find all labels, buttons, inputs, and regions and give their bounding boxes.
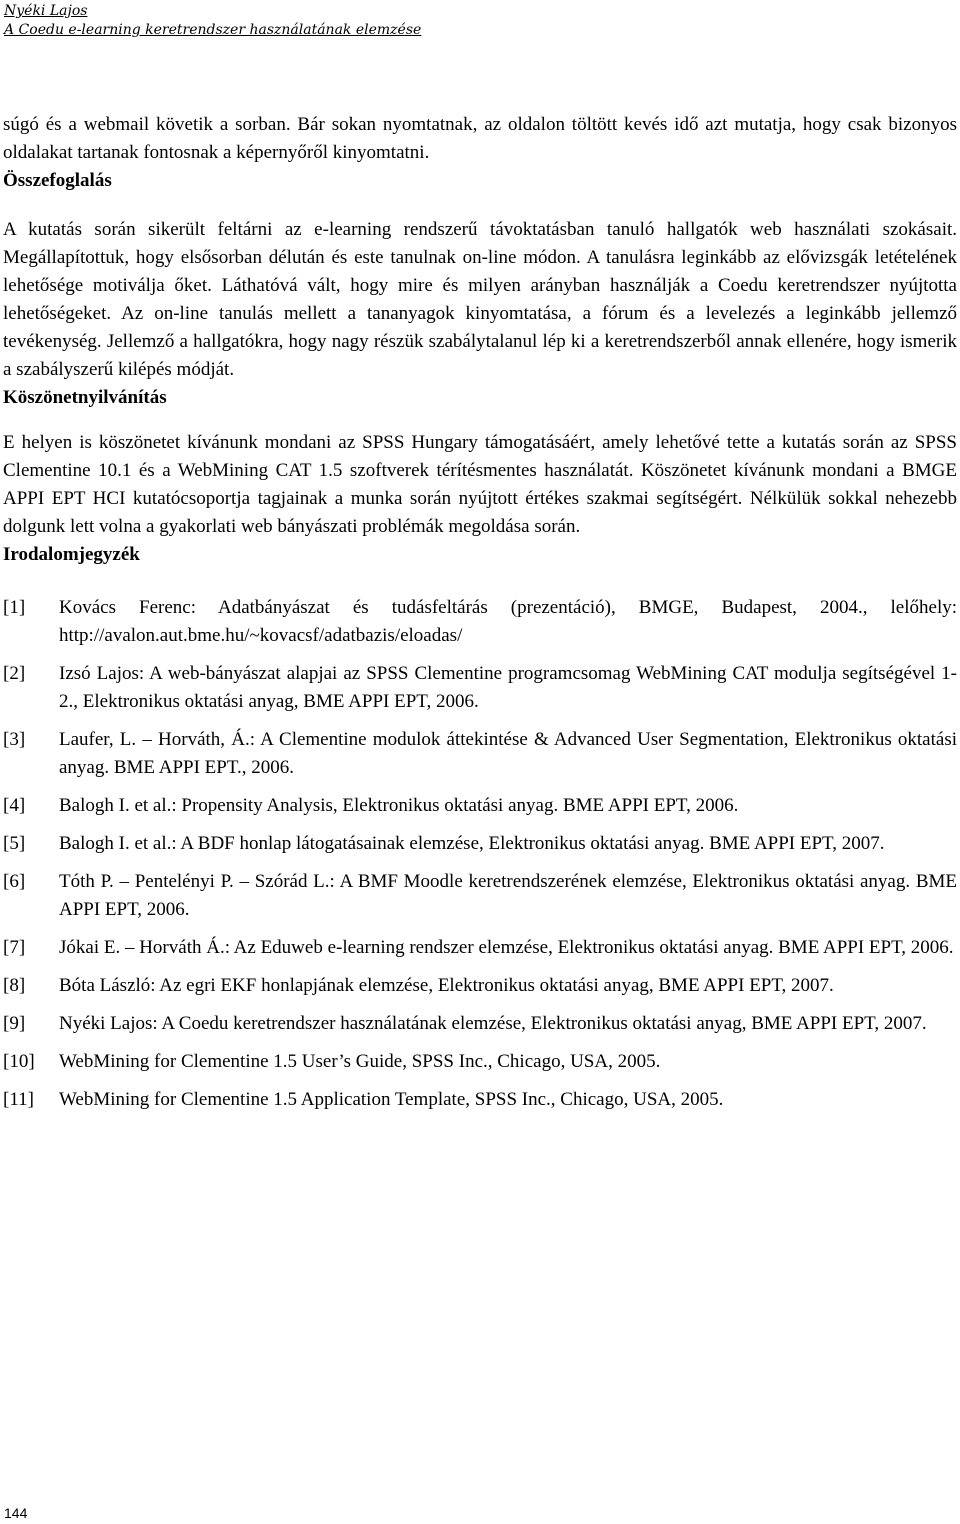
reference-number: [5]: [3, 833, 26, 854]
acknowledgements-paragraph: E helyen is köszönetet kívánunk mondani az SPSS Hungary támogatásáért, amely lehetővé tette a kutatás során az SPSS Clementine 10.1 és a WebMining CAT 1.5 szoftverek térítésmentes használatát. Köszönetet kívánunk mondani a BMGE APPI EPT HCI kutatócsoportja tagjainak a munka során nyújtott értékes szakmai segítségért. Nélkülük sokkal nehezebb dolgunk lett volna a gyakorlati web bányászati problémák megoldása során.: [3, 432, 957, 537]
references-heading: Irodalomjegyzék: [3, 544, 140, 565]
reference-text: Tóth P. – Pentelényi P. – Szórád L.: A BMF Moodle keretrendszerének elemzése, Elektronikus oktatási anyag. BME APPI EPT, 2006.: [59, 871, 957, 920]
reference-text: Balogh I. et al.: A BDF honlap látogatásainak elemzése, Elektronikus oktatási anyag. BME APPI EPT, 2007.: [59, 833, 885, 854]
page-number: 144: [4, 1505, 28, 1521]
reference-item: [3, 868, 957, 924]
reference-item: [3, 1010, 957, 1038]
reference-item: [3, 792, 957, 820]
reference-item: [3, 830, 957, 858]
reference-number: [3]: [3, 729, 26, 750]
reference-item: [3, 726, 957, 782]
reference-item: [3, 1048, 957, 1076]
reference-number: [1]: [3, 597, 26, 618]
reference-text: Bóta László: Az egri EKF honlapjának elemzése, Elektronikus oktatási anyag, BME APPI EPT, 2007.: [59, 975, 834, 996]
reference-text: WebMining for Clementine 1.5 Application Template, SPSS Inc., Chicago, USA, 2005.: [59, 1089, 724, 1110]
reference-item: [3, 934, 957, 962]
reference-item: [3, 660, 957, 716]
reference-text: Izsó Lajos: A web-bányászat alapjai az SPSS Clementine programcsomag WebMining CAT modulja segítségével 1-2., Elektronikus oktatási anyag, BME APPI EPT, 2006.: [59, 663, 957, 712]
reference-item: [3, 972, 957, 1000]
reference-text: WebMining for Clementine 1.5 User’s Guide, SPSS Inc., Chicago, USA, 2005.: [59, 1051, 661, 1072]
reference-number: [9]: [3, 1013, 26, 1034]
header-subtitle: A Coedu e-learning keretrendszer használatának elemzése: [4, 22, 422, 38]
reference-number: [7]: [3, 937, 26, 958]
reference-text: Jókai E. – Horváth Á.: Az Eduweb e-learning rendszer elemzése, Elektronikus oktatási anyag. BME APPI EPT, 2006.: [59, 937, 954, 958]
reference-number: [8]: [3, 975, 26, 996]
reference-text: Kovács Ferenc: Adatbányászat és tudásfeltárás (prezentáció), BMGE, Budapest, 2004., lelőhely: http://avalon.aut.bme.hu/~kovacsf/adatbazis/eloadas/: [59, 597, 957, 646]
summary-paragraph: A kutatás során sikerült feltárni az e-learning rendszerű távoktatásban tanuló hallgatók web használati szokásait. Megállapítottuk, hogy elsősorban délután és este tanulnak on-line módon. A tanulásra leginkább az elővizsgák letételének lehetősége motiválja őket. Láthatóvá vált, hogy mire és milyen arányban használják a Coedu keretrendszer nyújtotta lehetőségeket. Az on-line tanulás mellett a tananyagok kinyomtatása, a fórum és a levelezés a leginkább jellemző tevékenység. Jellemző a hallgatókra, hogy nagy részük szabálytalanul lép ki a keretrendszerből annak ellenére, hogy ismerik a szabályszerű kilépés módját.: [3, 219, 957, 380]
reference-item: [3, 1086, 957, 1114]
reference-number: [4]: [3, 795, 26, 816]
reference-item: [3, 594, 957, 650]
reference-text: Nyéki Lajos: A Coedu keretrendszer használatának elemzése, Elektronikus oktatási anyag, BME APPI EPT, 2007.: [59, 1013, 927, 1034]
summary-heading: Összefoglalás: [3, 170, 112, 191]
intro-paragraph: súgó és a webmail követik a sorban. Bár sokan nyomtatnak, az oldalon töltött kevés idő azt mutatja, hogy csak bizonyos oldalakat tartanak fontosnak a képernyőről kinyomtatni.: [3, 114, 957, 163]
header-author: Nyéki Lajos: [4, 3, 88, 19]
reference-number: [6]: [3, 871, 26, 892]
references-list: [3, 594, 957, 1114]
acknowledgements-heading: Köszönetnyilvánítás: [3, 387, 167, 408]
reference-text: Laufer, L. – Horváth, Á.: A Clementine modulok áttekintése & Advanced User Segmentation, Elektronikus oktatási anyag. BME APPI EPT., 2006.: [59, 729, 957, 778]
page-content: [3, 111, 957, 1124]
reference-number: [10]: [3, 1051, 35, 1072]
reference-number: [11]: [3, 1089, 34, 1110]
running-header: [4, 2, 421, 40]
reference-number: [2]: [3, 663, 26, 684]
reference-text: Balogh I. et al.: Propensity Analysis, Elektronikus oktatási anyag. BME APPI EPT, 2006.: [59, 795, 739, 816]
